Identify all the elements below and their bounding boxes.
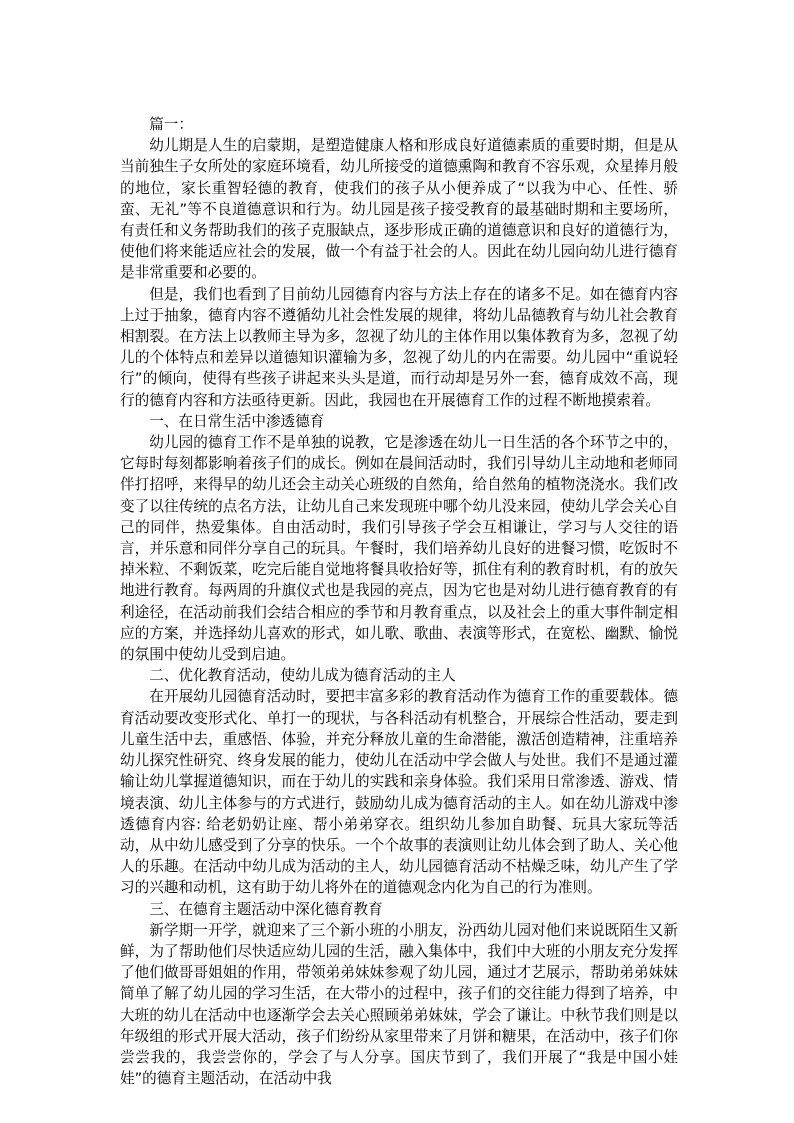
body-paragraph: 幼儿园的德育工作不是单独的说教，它是渗透在幼儿一日生活的各个环节之中的，它每时每刻都影响着孩子们的成长。例如在晨间活动时，我们引导幼儿主动地和老师同伴打招呼，来得早的幼儿还会主动关心班级的自然角，给自然角的植物浇浇水。我们改变了以往传统的点名方法，让幼儿自己来发现班中哪个幼儿没来园，使幼儿学会关心自己的同伴，热爱集体。自由活动时，我们引导孩子学会互相谦让，学习与人交往的语言，并乐意和同伴分享自己的玩具。午餐时，我们培养幼儿良好的进餐习惯，吃饭时不掉米粒、不剩饭菜，吃完后能自觉地将餐具收拾好等，抓住有利的教育时机，有的放矢地进行教育。每两周的升旗仪式也是我园的亮点，因为它也是对幼儿进行德育教育的有利途径，在活动前我们会结合相应的季节和月教育重点，以及社会上的重大事件制定相应的方案，并选择幼儿喜欢的形式，如儿歌、歌曲、表演等形式，在宽松、幽默、愉悦的氛围中使幼儿受到启迪。 xyxy=(120,434,678,664)
section-heading: 二、优化教育活动，使幼儿成为德育活动的主人 xyxy=(149,667,456,685)
section-heading: 三、在德育主题活动中深化德育教育 xyxy=(149,900,383,918)
body-paragraph: 但是，我们也看到了目前幼儿园德育内容与方法上存在的诸多不足。如在德育内容上过于抽象，德育内容不遵循幼儿社会性发展的规律，将幼儿品德教育与幼儿社会教育相割裂。在方法上以教师主导为多，忽视了幼儿的主体作用以集体教育为多，忽视了幼儿的个体特点和差异以道德知识灌输为多，忽视了幼儿的内在需要。幼儿园中“重说轻行”的倾向，使得有些孩子讲起来头头是道，而行动却是另外一套，德育成效不高，现行的德育内容和方法亟待更新。因此，我园也在开展德育工作的过程不断地摸索着。 xyxy=(120,285,678,409)
section-label: 篇一： xyxy=(149,116,193,133)
body-paragraph: 幼儿期是人生的启蒙期，是塑造健康人格和形成良好道德素质的重要时期，但是从当前独生子女所处的家庭环境看，幼儿所接受的道德熏陶和教育不容乐观，众星捧月般的地位，家长重智轻德的教育，使我们的孩子从小便养成了“以我为中心、任性、骄蛮、无礼”等不良道德意识和行为。幼儿园是孩子接受教育的最基础时期和主要场所，有责任和义务帮助我们的孩子克服缺点，逐步形成正确的道德意识和良好的道德行为，使他们将来能适应社会的发展，做一个有益于社会的人。因此在幼儿园向幼儿进行德育是非常重要和必要的。 xyxy=(120,137,678,282)
body-paragraph: 在开展幼儿园德育活动时，要把丰富多彩的教育活动作为德育工作的重要载体。德育活动要改变形式化、单打一的现状，与各科活动有机整合，开展综合性活动，要走到儿童生活中去，重感悟、体验，并充分释放儿童的生命潜能，激活创造精神，注重培养幼儿探究性研究、终身发展的能力，使幼儿在活动中学会做人与处世。我们不是通过灌输让幼儿掌握道德知识，而在于幼儿的实践和亲身体验。我们采用日常渗透、游戏、情境表演、幼儿主体参与的方式进行，鼓励幼儿成为德育活动的主人。如在幼儿游戏中渗透德育内容: 给老奶奶让座、帮小弟弟穿衣。组织幼儿参加自助餐、玩具大家玩等活动，从中幼儿感受到了分享的快乐。一个个故事的表演则让幼儿体会到了助人、关心他人的乐趣。在活动中幼儿成为活动的主人，幼儿园德育活动不枯燥乏味，幼儿产生了学习的兴趣和动机，这有助于幼儿将外在的道德观念内化为自己的行为准则。 xyxy=(120,688,678,897)
body-paragraph: 新学期一开学，就迎来了三个新小班的小朋友，汾西幼儿园对他们来说既陌生又新鲜，为了帮助他们尽快适应幼儿园的生活，融入集体中，我们中大班的小朋友充分发挥了他们做哥哥姐姐的作用，带领弟弟妹妹参观了幼儿园，通过才艺展示，帮助弟弟妹妹简单了解了幼儿园的学习生活，在大带小的过程中，孩子们的交往能力得到了培养，中大班的幼儿在活动中也逐渐学会去关心照顾弟弟妹妹，学会了谦让。中秋节我们则是以年级组的形式开展大活动，孩子们纷纷从家里带来了月饼和糖果，在活动中，孩子们你尝尝我的，我尝尝你的，学会了与人分享。国庆节到了，我们开展了“我是中国小娃娃”的德育主题活动，在活动中我 xyxy=(120,921,678,1088)
section-heading: 一、在日常生活中渗透德育 xyxy=(149,412,325,430)
document-body xyxy=(120,114,678,1089)
